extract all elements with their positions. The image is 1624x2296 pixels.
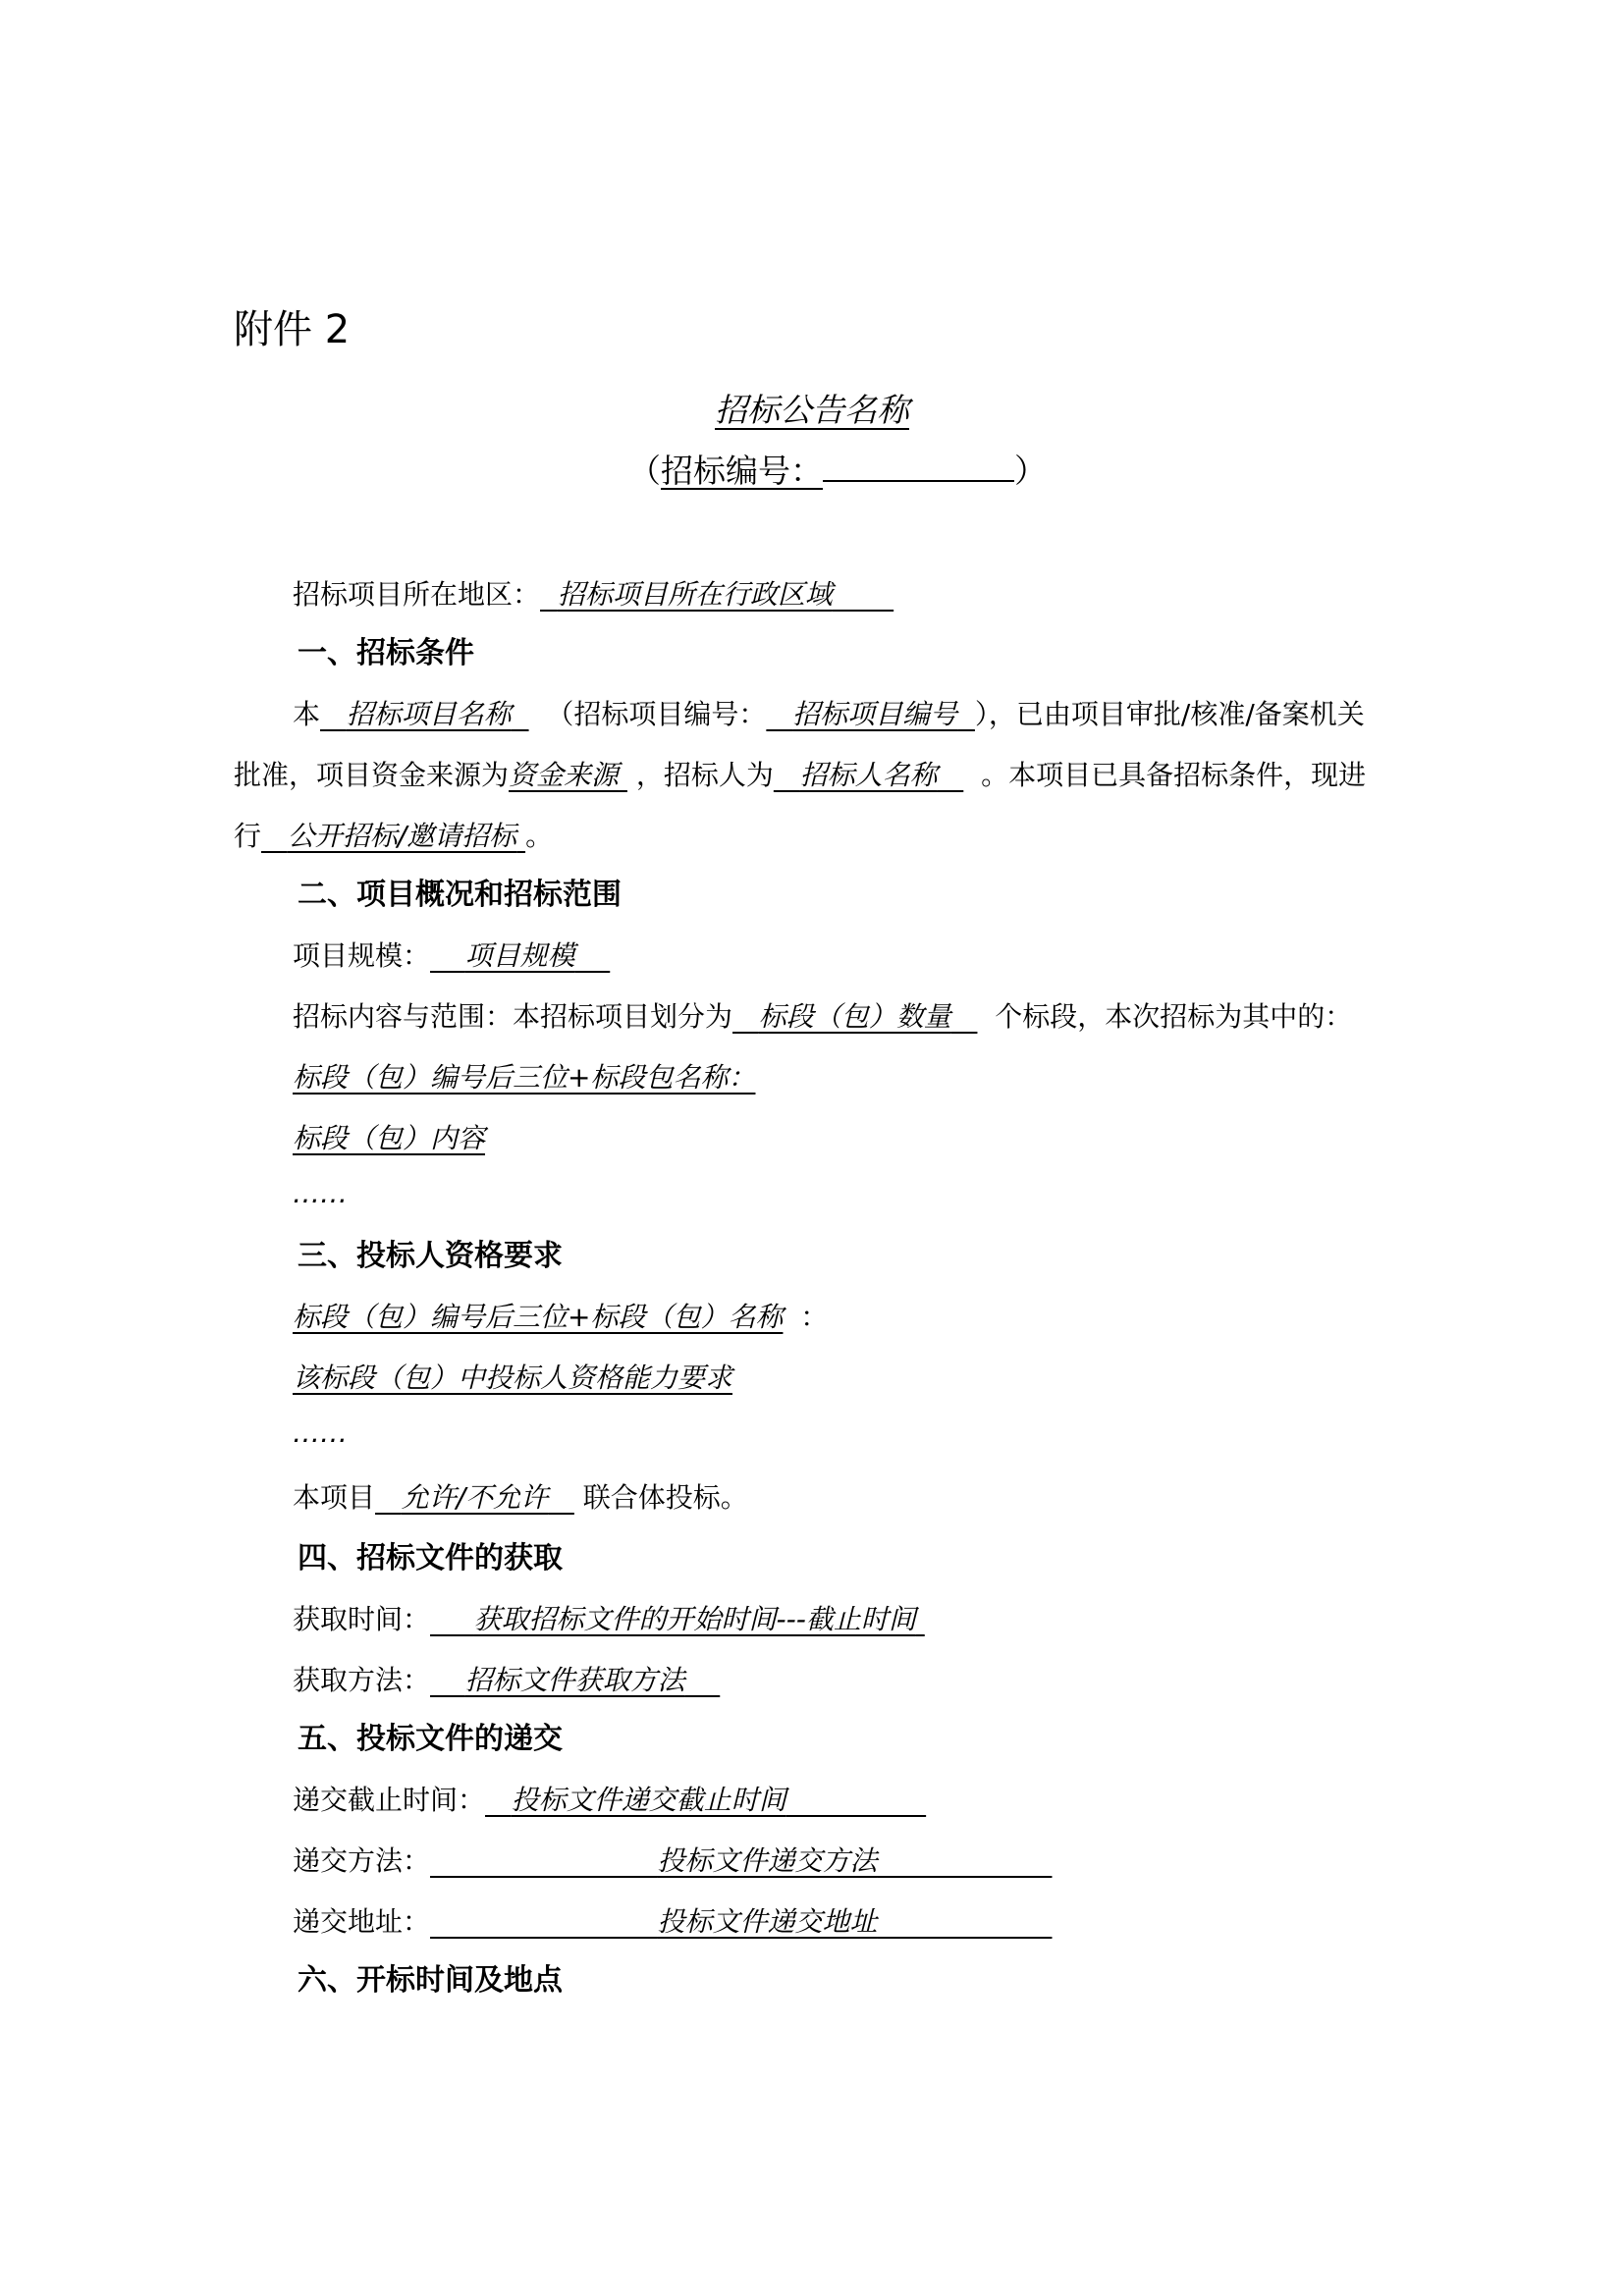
s3-requirement: 该标段（包）中投标人资格能力要求 bbox=[293, 1362, 733, 1394]
section-6-heading: 六、开标时间及地点 bbox=[298, 1963, 563, 1998]
region-line bbox=[293, 577, 893, 613]
scale-label: 项目规模： bbox=[293, 939, 431, 972]
submit-method-line bbox=[293, 1843, 1052, 1879]
lot-count-field: 标段（包）数量 bbox=[758, 1000, 951, 1033]
section-4-heading: 四、招标文件的获取 bbox=[298, 1541, 563, 1575]
section-5-heading: 五、投标文件的递交 bbox=[298, 1722, 563, 1756]
submit-address-line bbox=[293, 1904, 1052, 1940]
project-name-field: 招标项目名称 bbox=[346, 698, 512, 730]
s2-lot-content: 标段（包）内容 bbox=[293, 1122, 486, 1154]
tender-code-line bbox=[628, 450, 1047, 493]
project-code-field: 招标项目编号 bbox=[792, 698, 958, 730]
s3-lot-colon: ： bbox=[800, 1301, 829, 1333]
annex-label: 附件 2 bbox=[234, 307, 351, 352]
obtain-time-label: 获取时间： bbox=[293, 1603, 431, 1635]
s1-line-1 bbox=[293, 697, 1365, 732]
announcement-title-text: 招标公告名称 bbox=[715, 391, 909, 429]
joint-text-a: 本项目 bbox=[293, 1481, 376, 1514]
deadline-field: 投标文件递交截止时间 bbox=[511, 1784, 786, 1816]
submit-address-field: 投标文件递交地址 bbox=[657, 1905, 878, 1938]
scale-line bbox=[293, 938, 610, 974]
s2-lot-name: 标段（包）编号后三位+标段包名称： bbox=[293, 1061, 756, 1094]
section-1-heading: 一、招标条件 bbox=[298, 636, 474, 670]
s1-text-a: 本 bbox=[293, 698, 321, 730]
s1-text-g: 行 bbox=[234, 820, 262, 852]
s2-ellipsis: …… bbox=[293, 1177, 348, 1209]
section-3-heading: 三、投标人资格要求 bbox=[298, 1239, 563, 1273]
region-label: 招标项目所在地区： bbox=[293, 578, 541, 611]
obtain-method-line bbox=[293, 1663, 720, 1698]
section-2-heading: 二、项目概况和招标范围 bbox=[298, 878, 622, 912]
s3-lot-line bbox=[293, 1300, 828, 1335]
s1-text-h: 。 bbox=[525, 820, 554, 852]
scope-line bbox=[293, 999, 1352, 1035]
s3-ellipsis: …… bbox=[293, 1416, 348, 1449]
scope-text-b: 个标段，本次招标为其中的： bbox=[995, 1000, 1353, 1033]
submit-method-field: 投标文件递交方法 bbox=[657, 1844, 878, 1877]
deadline-line bbox=[293, 1783, 926, 1818]
deadline-label: 递交截止时间： bbox=[293, 1784, 486, 1816]
obtain-time-field: 获取招标文件的开始时间---截止时间 bbox=[473, 1603, 916, 1635]
joint-bid-field: 允许/不允许 bbox=[401, 1481, 549, 1514]
code-open-paren: （ bbox=[628, 452, 661, 490]
s1-text-d: 批准，项目资金来源为 bbox=[234, 759, 510, 791]
region-value: 招标项目所在行政区域 bbox=[557, 578, 833, 611]
scale-field: 项目规模 bbox=[464, 939, 575, 972]
s1-text-b: （招标项目编号： bbox=[546, 698, 767, 730]
joint-bid-line bbox=[293, 1480, 748, 1516]
scope-text-a: 招标内容与范围：本招标项目划分为 bbox=[293, 1000, 733, 1033]
owner-name-field: 招标人名称 bbox=[799, 759, 938, 791]
s3-lot-name: 标段（包）编号后三位+标段（包）名称 bbox=[293, 1301, 784, 1333]
submit-method-label: 递交方法： bbox=[293, 1844, 431, 1877]
code-close-paren: ） bbox=[1014, 452, 1047, 490]
obtain-method-label: 获取方法： bbox=[293, 1664, 431, 1696]
obtain-time-line bbox=[293, 1602, 925, 1637]
announcement-title bbox=[0, 389, 1624, 432]
obtain-method-field: 招标文件获取方法 bbox=[464, 1664, 685, 1696]
s1-text-c: ），已由项目审批/核准/备案机关 bbox=[974, 698, 1365, 730]
s1-line-2 bbox=[234, 758, 1366, 793]
s1-text-e: ，招标人为 bbox=[635, 759, 774, 791]
fund-source-field: 资金来源 bbox=[509, 759, 620, 791]
code-label: 招标编号： bbox=[661, 452, 823, 490]
joint-text-b: 联合体投标。 bbox=[582, 1481, 748, 1514]
s1-text-f: 。本项目已具备招标条件，现进 bbox=[981, 759, 1367, 791]
code-blank bbox=[823, 451, 1014, 482]
tender-mode-field: 公开招标/邀请招标 bbox=[287, 820, 517, 852]
submit-address-label: 递交地址： bbox=[293, 1905, 431, 1938]
s1-line-3 bbox=[234, 819, 553, 854]
